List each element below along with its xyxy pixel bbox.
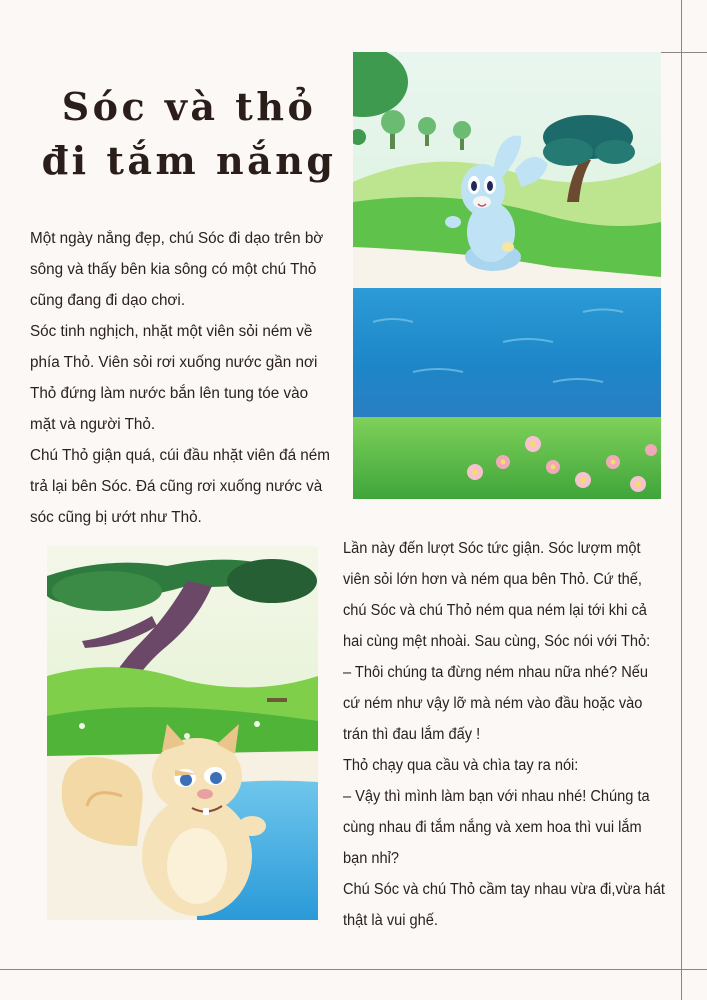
story-paragraph: – Vậy thì mình làm bạn với nhau nhé! Chúng ta cùng nhau đi tắm nắng và xem hoa thì vui lắm bạn nhỉ? <box>343 788 650 867</box>
story-paragraph: Chú Thỏ giận quá, cúi đầu nhặt viên đá ném trả lại bên Sóc. Đá cũng rơi xuống nước và sóc cũng bị ướt như Thỏ. <box>30 447 330 526</box>
rabbit-by-river-illustration <box>353 52 661 499</box>
story-paragraph: Sóc tinh nghịch, nhặt một viên sỏi ném về phía Thỏ. Viên sỏi rơi xuống nước gần nơi Thỏ đứng làm nước bắn lên tung tóe vào mặt và người Thỏ. <box>30 323 318 433</box>
story-part-1 <box>30 223 330 533</box>
page-margin-rule <box>681 0 682 1000</box>
title-line-2: đi tắm nắng <box>41 138 337 183</box>
title-line-1: Sóc và thỏ <box>61 84 317 129</box>
page-top-rule <box>661 52 707 53</box>
story-paragraph: Lần này đến lượt Sóc tức giận. Sóc lượm một viên sỏi lớn hơn và ném qua bên Thỏ. Cứ thế, chú Sóc và chú Thỏ ném qua ném lại tới khi cả hai cùng mệt nhoài. Sau cùng, Sóc nói với Thỏ: <box>343 540 651 650</box>
story-paragraph: Một ngày nắng đẹp, chú Sóc đi dạo trên bờ sông và thấy bên kia sông có một chú Thỏ cũng đang đi dạo chơi. <box>30 230 324 309</box>
page-bottom-rule <box>0 969 707 970</box>
squirrel-under-tree-illustration <box>47 546 318 920</box>
story-paragraph: – Thôi chúng ta đừng ném nhau nữa nhé? Nếu cứ ném như vậy lỡ mà ném vào đầu hoặc vào trán thì đau lắm đấy ! <box>343 664 649 743</box>
story-paragraph: Chú Sóc và chú Thỏ cầm tay nhau vừa đi,vừa hát thật là vui ghế. <box>343 881 665 929</box>
page-title <box>24 80 354 188</box>
story-part-2 <box>343 533 665 936</box>
story-paragraph: Thỏ chạy qua cầu và chìa tay ra nói: <box>343 757 579 774</box>
